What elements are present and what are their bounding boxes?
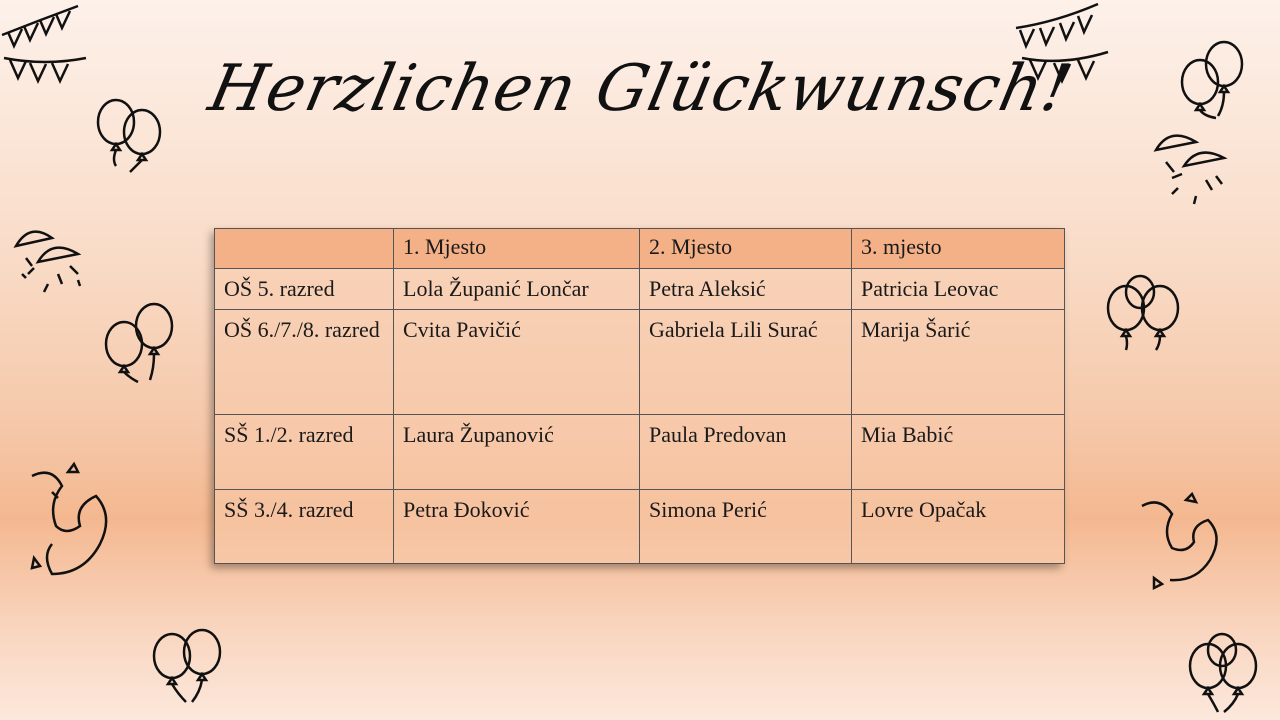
table-header-cell <box>215 229 394 269</box>
table-cell: Cvita Pavičić <box>394 310 640 415</box>
table-cell: SŠ 1./2. razred <box>215 415 394 489</box>
bunting-icon <box>1012 0 1112 90</box>
table-cell: Petra Aleksić <box>640 268 852 310</box>
table-cell: OŠ 5. razred <box>215 268 394 310</box>
table-cell: Gabriela Lili Surać <box>640 310 852 415</box>
table-row <box>215 268 1065 310</box>
table-cell: Marija Šarić <box>852 310 1065 415</box>
balloons-icon <box>1182 628 1266 714</box>
table-cell: Laura Županović <box>394 415 640 489</box>
balloons-icon <box>88 90 172 176</box>
balloons-icon <box>148 622 228 708</box>
streamer-icon <box>1134 492 1234 592</box>
table-cell: Simona Perić <box>640 489 852 563</box>
table-header-cell: 3. mjesto <box>852 229 1065 269</box>
table-row <box>215 310 1065 415</box>
table-cell: OŠ 6./7./8. razred <box>215 310 394 415</box>
table-cell: Lola Županić Lončar <box>394 268 640 310</box>
table-cell: Lovre Opačak <box>852 489 1065 563</box>
page-title: Herzlichen Glückwunsch! <box>202 52 1078 126</box>
results-table <box>214 228 1064 564</box>
table-cell: SŠ 3./4. razred <box>215 489 394 563</box>
table-header-row <box>215 229 1065 269</box>
table-cell: Petra Đoković <box>394 489 640 563</box>
bunting-icon <box>0 0 90 90</box>
balloons-icon <box>1174 34 1254 120</box>
party-popper-icon <box>8 218 90 300</box>
table-cell: Mia Babić <box>852 415 1065 489</box>
table-header-cell: 2. Mjesto <box>640 229 852 269</box>
balloons-icon <box>1100 266 1190 356</box>
table-row <box>215 489 1065 563</box>
table-cell: Paula Predovan <box>640 415 852 489</box>
party-popper-icon <box>1150 126 1232 208</box>
streamer-icon <box>22 458 122 588</box>
table-cell: Patricia Leovac <box>852 268 1065 310</box>
table-row <box>215 415 1065 489</box>
table-header-cell: 1. Mjesto <box>394 229 640 269</box>
balloons-icon <box>100 298 180 384</box>
